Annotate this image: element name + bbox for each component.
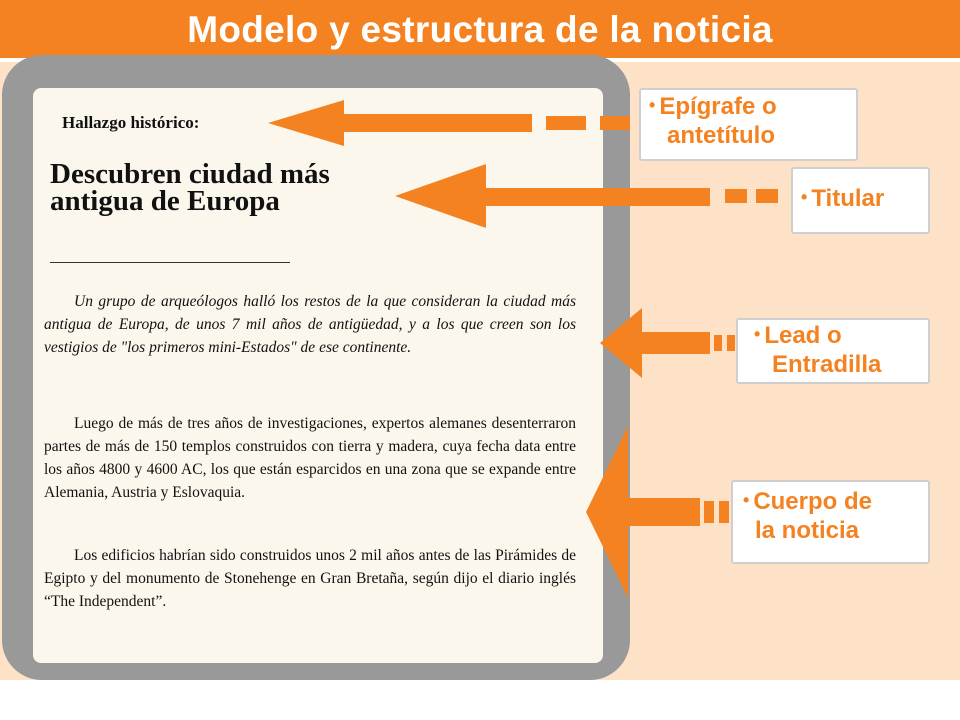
news-body-paragraph-2: Los edificios habrían sido construidos unos 2 mil años antes de las Pirámides de Egipto y del monumento de Stonehenge en Gran Bretaña, según dijo el diario inglés “The Independent”. — [44, 547, 576, 610]
label-cuerpo-line-1: Cuerpo de — [753, 488, 872, 515]
planning-link[interactable] — [710, 682, 956, 707]
label-titular-line-1: Titular — [811, 185, 885, 212]
label-lead-line-2: Entradilla — [772, 351, 882, 378]
bullet-icon: • — [743, 490, 750, 510]
label-epigrafe-line-2: antetítulo — [667, 122, 775, 149]
label-cuerpo-line-2: la noticia — [755, 517, 860, 544]
bullet-icon: • — [649, 95, 656, 115]
news-epigraph: Hallazgo histórico: — [62, 113, 200, 132]
news-lead: Un grupo de arqueólogos halló los restos de la que consideran la ciudad más antigua de Europa, de unos 7 mil años de antigüedad, y a los que creen son los vestigios de "los primeros mini-Estados" de ese continente. — [44, 293, 576, 356]
news-body-paragraph-1: Luego de más de tres años de investigaciones, expertos alemanes desenterraron partes de más de 150 templos construidos con tierra y madera, cuya fecha data entre los años 4800 y 4600 AC, los que están esparcidos en una zona que se expande entre Alemania, Austria y Eslovaquia. — [44, 415, 576, 501]
label-lead-line-1: Lead o — [764, 322, 842, 349]
footer-caption: Características y Estructura de la Noticia 1° medio Lengua castellana y comunicación — [10, 688, 522, 703]
lead-arrow — [600, 308, 735, 378]
epigrafe-arrow — [268, 100, 630, 146]
chevron-right-icon: ❯ — [710, 683, 730, 706]
bullet-icon: • — [754, 324, 761, 344]
bullet-icon: • — [801, 187, 808, 207]
cuerpo-arrow — [586, 426, 729, 598]
planning-link-label: ir a la planificación — [735, 683, 956, 706]
news-headline: Descubren ciudad más antigua de Europa — [50, 158, 330, 217]
label-cuerpo — [731, 480, 930, 564]
label-titular — [791, 167, 930, 234]
label-epigrafe — [639, 88, 858, 161]
page-title: Modelo y estructura de la noticia — [187, 9, 773, 50]
titular-arrow — [395, 164, 778, 228]
label-lead — [736, 318, 930, 384]
label-epigrafe-line-1: Epígrafe o — [659, 93, 777, 120]
